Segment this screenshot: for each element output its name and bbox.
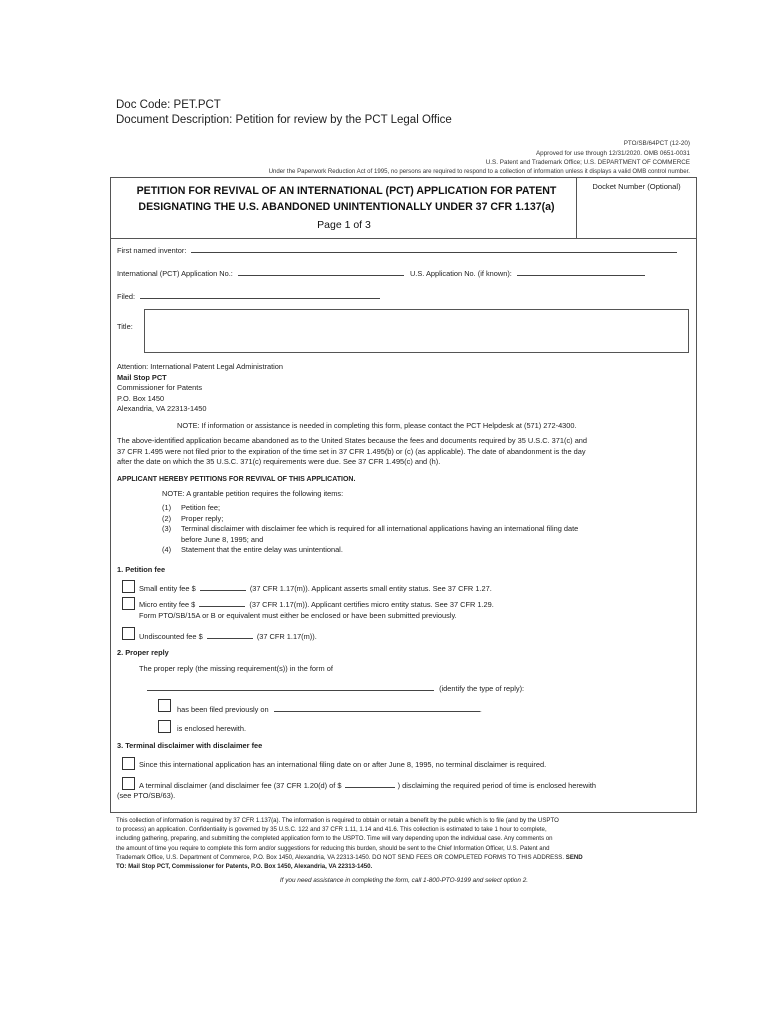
helpdesk-note: NOTE: If information or assistance is needed in completing this form, please contact the PCT Helpdesk at (571) 272-4300. (177, 421, 577, 430)
micro-entity-fee-field[interactable] (199, 599, 245, 607)
filed-row (117, 291, 380, 303)
undiscounted-text: (37 CFR 1.17(m)). (256, 632, 317, 641)
filed-previously-checkbox[interactable] (158, 699, 171, 712)
disclaimer-row (139, 780, 596, 792)
commissioner-line: Commissioner for Patents (117, 383, 203, 392)
us-app-label: U.S. Application No. (if known): (409, 269, 512, 278)
abandonment-line3: after the date on which the 35 U.S.C. 371(c) requirements were due. See 37 CFR 1.495(c) and (h). (117, 457, 441, 466)
item-text: before June 8, 1995; and (181, 534, 264, 544)
item-text: Statement that the entire delay was unintentional. (181, 545, 343, 554)
abandonment-line2: 37 CFR 1.495 were not filed prior to the expiration of the time set in 37 CFR 1.495(b) or (c) (as applicable). The date of abandonment is the day (117, 446, 586, 456)
doc-code: Doc Code: PET.PCT (116, 99, 221, 111)
small-entity-label: Small entity fee $ (139, 584, 196, 593)
form-title-line2: DESIGNATING THE U.S. ABANDONED UNINTENTIONALLY UNDER 37 CFR 1.137(a) (138, 201, 555, 213)
reply-type-row (147, 683, 524, 695)
form-title-line1: PETITION FOR REVIVAL OF AN INTERNATIONAL (PCT) APPLICATION FOR PATENT (136, 185, 557, 197)
filed-previously-label: has been filed previously on (177, 705, 269, 714)
burden-line5: Trademark Office, U.S. Department of Commerce, P.O. Box 1450, Alexandria, VA 22313-1450. DO NOT SEND FEES OR COMPLETED FORMS TO THIS ADDRESS. (116, 853, 565, 861)
intl-app-field[interactable] (238, 268, 404, 276)
item-number: (4) (162, 545, 172, 554)
page-indicator: Page 1 of 3 (317, 219, 371, 231)
list-item (162, 545, 578, 556)
small-entity-text: (37 CFR 1.17(m)). Applicant asserts small entity status. See 37 CFR 1.27. (249, 584, 492, 593)
no-disclaimer-checkbox[interactable] (122, 757, 135, 770)
assistance-note: If you need assistance in completing the form, call 1-800-PTO-9199 and select option 2. (279, 877, 529, 884)
po-box-line: P.O. Box 1450 (117, 393, 165, 403)
filed-previously-row: has been filed previously on . (177, 705, 482, 714)
city-line: Alexandria, VA 22313-1450 (117, 404, 207, 413)
item-text: Petition fee; (181, 503, 221, 512)
docket-number-label: Docket Number (Optional) (592, 182, 681, 191)
first-inventor-field[interactable] (191, 245, 677, 253)
item-number: (3) (162, 524, 172, 533)
paperwork-notice: Under the Paperwork Reduction Act of 1995, no persons are required to respond to a collection of information unless it displays a valid OMB control number. (268, 168, 690, 175)
requirements-list (162, 503, 578, 556)
micro-entity-label: Micro entity fee $ (139, 600, 196, 609)
form-title (119, 183, 574, 215)
filed-label: Filed: (117, 292, 136, 301)
list-item (162, 535, 578, 546)
item-number: (2) (162, 513, 172, 523)
burden-line1: This collection of information is required by 37 CFR 1.137(a). The information is required to obtain or retain a benefit by the public which is to file (and by the USPTO (116, 817, 559, 824)
filed-previously-date-field[interactable] (274, 704, 480, 712)
form-meta (486, 139, 690, 168)
mailing-address (117, 362, 283, 415)
section-proper-reply-heading: 2. Proper reply (117, 648, 169, 657)
abandonment-line1: The above-identified application became abandoned as to the United States because the fees and documents required by 35 U.S.C. 371(c) and (117, 436, 588, 445)
no-disclaimer-text: Since this international application has an international filing date on or after June 8, 1995, no terminal disclaimer is required. (139, 760, 547, 769)
us-app-field[interactable] (517, 268, 645, 276)
doc-header (116, 98, 452, 128)
filed-date-field[interactable] (140, 291, 380, 299)
small-entity-checkbox[interactable] (122, 580, 135, 593)
section-petition-fee-heading: 1. Petition fee (117, 565, 166, 574)
list-item (162, 524, 578, 535)
form-number: PTO/SB/64PCT (12-20) (623, 140, 690, 147)
burden-statement (116, 816, 692, 871)
burden-line3: including gathering, preparing, and submitting the completed application form to the USPTO. Time will vary depending upon the individual case. Any comments on (116, 835, 553, 843)
micro-entity-text: (37 CFR 1.17(m)). Applicant certifies micro entity status. See 37 CFR 1.29. (249, 600, 494, 609)
proper-reply-intro: The proper reply (the missing requirement(s)) in the form of (139, 664, 333, 673)
title-field[interactable] (144, 309, 689, 353)
send-label: SEND (565, 853, 583, 861)
small-entity-row (139, 583, 492, 595)
burden-line4: the amount of time you require to complete this form and/or suggestions for reducing this burden, should be sent to the Chief Information Officer, U.S. Patent and (116, 844, 550, 852)
abandonment-statement (117, 436, 587, 468)
reply-type-label: (identify the type of reply): (439, 684, 525, 693)
docket-number-field[interactable] (577, 178, 696, 239)
item-text: Proper reply; (181, 513, 224, 523)
list-item (162, 503, 578, 514)
undiscounted-label: Undiscounted fee $ (139, 632, 203, 641)
undiscounted-fee-field[interactable] (207, 631, 253, 639)
disclaimer-fee-field[interactable] (345, 780, 395, 788)
item-number: (1) (162, 503, 172, 512)
title-cell (111, 178, 577, 239)
micro-entity-form-note: Form PTO/SB/15A or B or equivalent must either be enclosed or have been submitted previously. (139, 611, 457, 620)
disclaimer-enclosed-checkbox[interactable] (122, 777, 135, 790)
disclaimer-reference: (see PTO/SB/63). (117, 791, 176, 800)
send-to-address: TO: Mail Stop PCT, Commissioner for Patents, P.O. Box 1450, Alexandria, VA 22313-1450. (116, 863, 373, 871)
first-inventor-label: First named inventor: (117, 246, 187, 255)
micro-entity-row (139, 599, 494, 611)
enclosed-label: is enclosed herewith. (177, 724, 247, 733)
doc-description: Document Description: Petition for review by the PCT Legal Office (116, 114, 452, 126)
intl-app-label: International (PCT) Application No.: (117, 269, 233, 278)
petition-form (110, 177, 697, 813)
micro-entity-checkbox[interactable] (122, 597, 135, 610)
undiscounted-checkbox[interactable] (122, 627, 135, 640)
application-number-row (117, 268, 645, 280)
undiscounted-row (139, 631, 317, 643)
disclaimer-label: A terminal disclaimer (and disclaimer fee (37 CFR 1.20(d) of $ (139, 781, 342, 790)
list-item (162, 514, 578, 525)
omb-approval: Approved for use through 12/31/2020. OMB 0651-0031 (535, 149, 690, 157)
small-entity-fee-field[interactable] (200, 583, 246, 591)
enclosed-checkbox[interactable] (158, 720, 171, 733)
disclaimer-text: ) disclaiming the required period of time is enclosed herewith (397, 781, 597, 790)
first-inventor-row (117, 245, 677, 257)
reply-type-field[interactable] (147, 683, 434, 691)
petitions-heading: APPLICANT HEREBY PETITIONS FOR REVIVAL OF THIS APPLICATION. (117, 476, 356, 483)
agency-name: U.S. Patent and Trademark Office; U.S. DEPARTMENT OF COMMERCE (485, 159, 690, 166)
burden-line2: to process) an application. Confidentiality is governed by 35 U.S.C. 122 and 37 CFR 1.11, 1.14 and 41.6. This collection is estimated to take 1 hour to complete, (116, 826, 547, 834)
section-terminal-disclaimer-heading: 3. Terminal disclaimer with disclaimer fee (117, 741, 263, 750)
grantable-note: NOTE: A grantable petition requires the following items: (162, 489, 344, 498)
item-text: Terminal disclaimer with disclaimer fee which is required for all international applications having an international filing date (181, 524, 579, 533)
attention-line: Attention: International Patent Legal Administration (117, 362, 283, 371)
mail-stop-line: Mail Stop PCT (117, 372, 167, 382)
title-label: Title: (117, 322, 133, 331)
